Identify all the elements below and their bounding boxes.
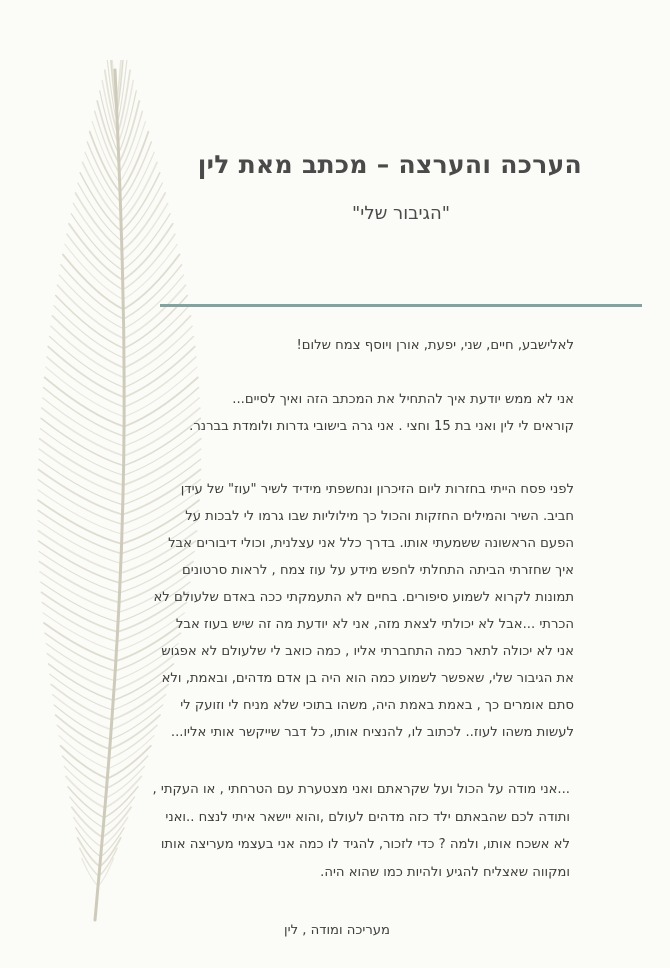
greeting-line <box>96 332 574 359</box>
paragraph-line: ומקווה שאצליח להגיע ולהיות כמו שהוא היה. <box>320 864 570 880</box>
paragraph-line: לפני פסח הייתי בחזרות ליום הזיכרון ונחשפתי מידיד לשיר "עוז" של עידן <box>180 482 574 497</box>
paragraph-line: לעשות משהו לעוז.. לכתוב לו, להנציח אותו, כל דבר שייקשר אותי אליו... <box>170 725 574 740</box>
greeting-text: לאלישבע, חיים, שני, יפעת, אורן ויוסף צמח שלום! <box>296 338 574 353</box>
main-paragraph <box>96 476 574 746</box>
letter-subtitle: "הגיבור שלי" <box>352 203 450 224</box>
paragraph-line: ...אני מודה על הכול ועל שקראתם ואני מצטערת עם הטרחתי , או העקתי , <box>152 782 570 797</box>
paragraph-line: את הגיבור שלי, שאפשר לשמוע כמה הוא היה בן אדם מדהים, ובאמת, ולא <box>161 671 574 686</box>
paragraph-line: חביב. השיר והמילים החזקות והכול כך מילוליות שבו גרמו לי לבכות על <box>185 509 574 524</box>
paragraph-line: הפעם הראשונה ששמעתי אותו. בדרך כלל אני עצלנית, וכולי דיבורים אבל <box>168 536 574 551</box>
paragraph-line: לא אשכח אותו, ולמה ? כדי לזכור, להגיד לו כמה אני בעצמי מעריצה אותו <box>160 837 570 852</box>
paragraph-line: אני לא ממש יודעת איך להתחיל את המכתב הזה ואיך לסיים... <box>232 392 574 407</box>
divider-rule <box>160 304 642 307</box>
paragraph-line: סתם אומרים כך , באמת באמת היה, משהו בתוכי שלא מניח לי וזועק לי <box>180 698 574 713</box>
paragraph-line: קוראים לי לין ואני בת 15 וחצי . אני גרה בישובי גדרות ולומדת בברנר. <box>189 419 574 434</box>
paragraph-line: הכרתי ...אבל לא יכולתי לצאת מזה, אני לא יודעת מה זה שיש בעוז אבל <box>175 617 574 632</box>
paragraph-line: ותודה לכם שהבאתם ילד כזה מדהים לעולם ,והוא יישאר איתי לנצח ..ואני <box>165 809 570 825</box>
paragraph-line: תמונות לקרוא לשמוע סיפורים. בחיים לא התעמקתי ככה באדם שלעולם לא <box>153 590 574 605</box>
signature-line <box>150 917 390 944</box>
paragraph-line: אני לא יכולה לתאר כמה התחברתי אליו , כמה כואב לי שלעולם לא אפגוש <box>161 644 574 659</box>
letter-title: הערכה והערצה – מכתב מאת לין <box>197 150 582 179</box>
closing-paragraph <box>110 776 570 886</box>
intro-paragraph <box>96 386 574 440</box>
paragraph-line: איך שחזרתי הביתה התחלתי לחפש מידע על עוז צמח , לראות סרטונים <box>182 563 574 578</box>
signature-text: מעריכה ומודה , לין <box>284 923 390 938</box>
